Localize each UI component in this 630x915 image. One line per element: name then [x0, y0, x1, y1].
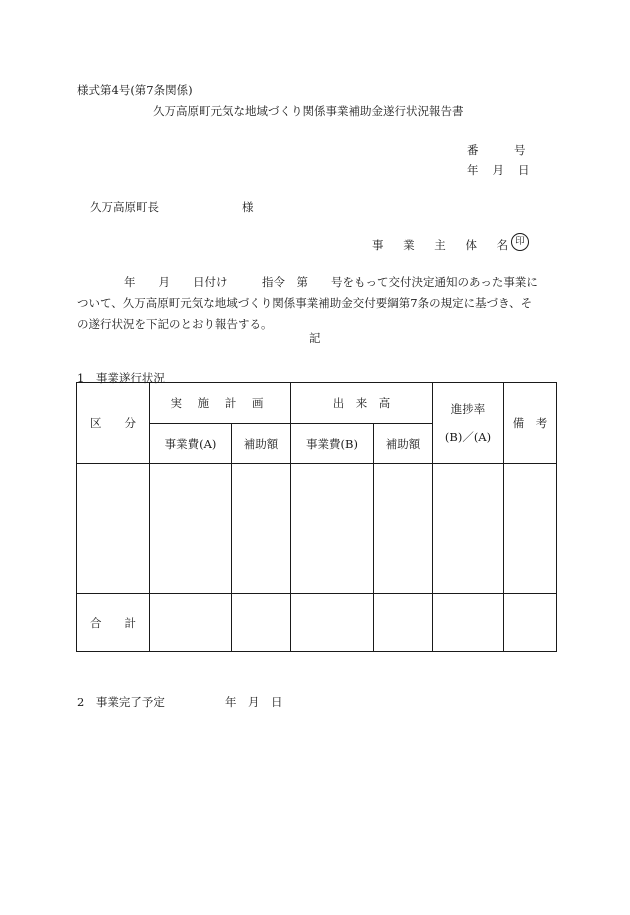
total-result-cost [291, 594, 374, 652]
header-plan-group: 実 施 計 画 [150, 383, 291, 424]
section-1-heading: 1 事業遂行状況 [77, 371, 165, 385]
ki-marker: 記 [309, 331, 321, 345]
total-label: 合 計 [77, 594, 150, 652]
total-result-subsidy [374, 594, 433, 652]
header-category: 区 分 [77, 383, 150, 464]
total-progress [433, 594, 504, 652]
subheader-plan-subsidy: 補助額 [232, 424, 291, 464]
total-remarks [504, 594, 557, 652]
header-progress-formula: (B)／(A) [444, 430, 492, 444]
cell-result-cost [291, 464, 374, 594]
form-number: 様式第4号(第7条関係) [77, 83, 193, 97]
date-month: 月 [492, 163, 504, 177]
body-line-1: 年 月 日付け 指令 第 号をもって交付決定通知のあった事業に [124, 275, 538, 289]
issue-date [467, 162, 530, 178]
subheader-result-cost: 事業費(B) [291, 424, 374, 464]
document-title: 久万高原町元気な地域づくり関係事業補助金遂行状況報告書 [153, 104, 464, 118]
cell-plan-subsidy [232, 464, 291, 594]
body-paragraph [77, 272, 555, 335]
addressee-name: 久万高原町長 [90, 200, 159, 214]
total-plan-cost [150, 594, 232, 652]
cell-category [77, 464, 150, 594]
cell-remarks [504, 464, 557, 594]
completion-date: 年 月 日 [225, 695, 283, 709]
applicant-label: 事 業 主 体 名 [372, 238, 517, 252]
header-result-group: 出 来 高 [291, 383, 433, 424]
body-line-3: の遂行状況を下記のとおり報告する。 [77, 317, 273, 331]
cell-plan-cost [150, 464, 232, 594]
cell-progress [433, 464, 504, 594]
table-row-body [77, 464, 557, 594]
date-day: 日 [518, 163, 530, 177]
table-row-total [77, 594, 557, 652]
seal-mark: 印 [511, 233, 529, 251]
header-progress-label: 進捗率 [450, 402, 486, 416]
body-line-2: ついて、久万高原町元気な地域づくり関係事業補助金交付要綱第7条の規定に基づき、そ [77, 296, 533, 310]
number-suffix: 号 [514, 143, 526, 157]
subheader-result-subsidy: 補助額 [374, 424, 433, 464]
number-label: 番 [467, 143, 479, 157]
cell-result-subsidy [374, 464, 433, 594]
date-year: 年 [467, 163, 479, 177]
progress-table [76, 382, 557, 652]
addressee-honorific: 様 [242, 200, 254, 214]
header-progress [433, 383, 504, 464]
total-plan-subsidy [232, 594, 291, 652]
header-remarks: 備 考 [504, 383, 557, 464]
section-2-heading: 2 事業完了予定 [77, 695, 165, 709]
subheader-plan-cost: 事業費(A) [150, 424, 232, 464]
